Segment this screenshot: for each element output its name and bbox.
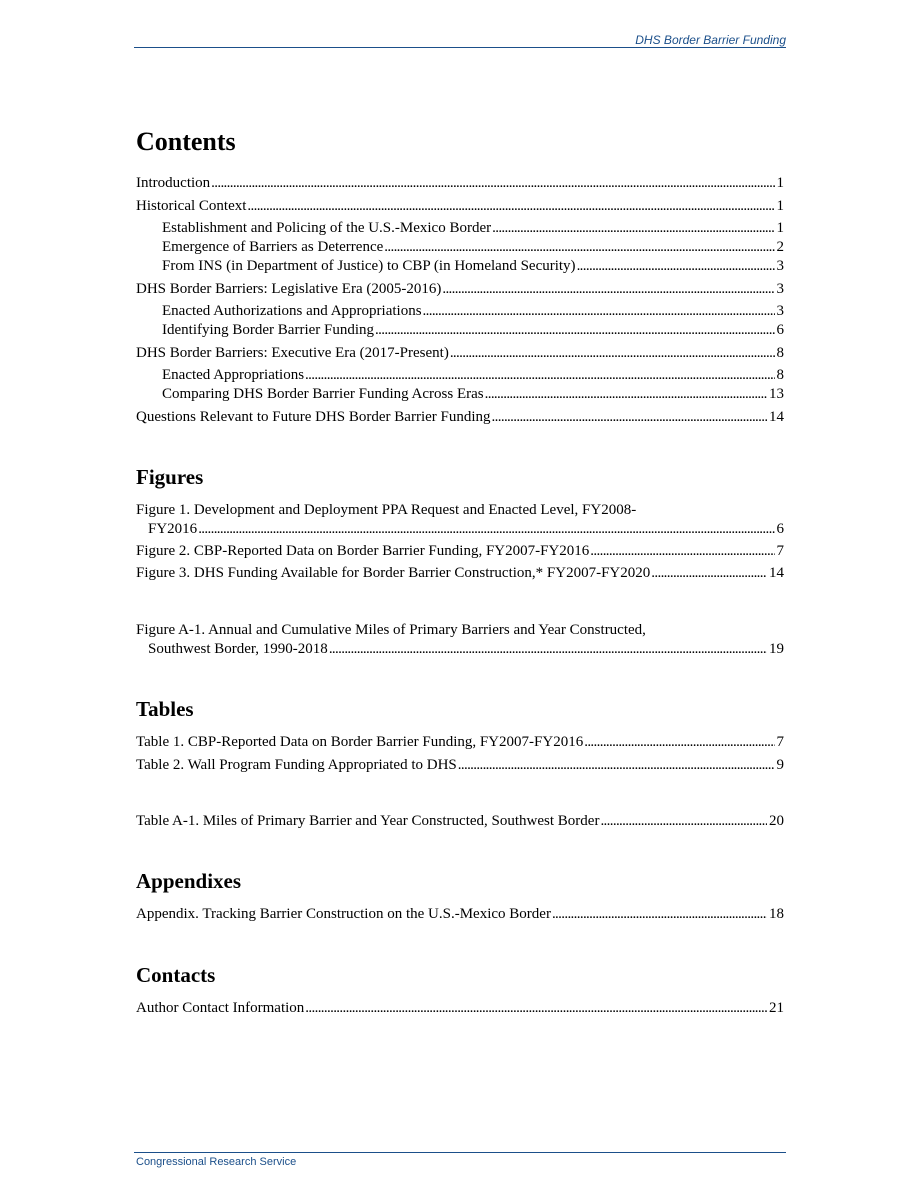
figure-a1-title-line[interactable]: Figure A-1. Annual and Cumulative Miles of Primary Barriers and Year Constructed,: [136, 622, 646, 638]
tables-heading: Tables: [136, 697, 194, 721]
toc-entry-enacted-authorizations[interactable]: [162, 302, 784, 321]
toc-entry-label: Historical Context: [136, 198, 247, 214]
toc-entry-page: 14: [769, 409, 784, 425]
toc-entry-label: DHS Border Barriers: Legislative Era (2005-2016): [136, 281, 442, 297]
toc-entry-figure-3[interactable]: [136, 564, 784, 583]
dot-leader: [584, 733, 774, 752]
toc-entry-label: Emergence of Barriers as Deterrence: [162, 239, 384, 255]
dot-leader: [305, 366, 774, 385]
toc-entry-label: Enacted Appropriations: [162, 367, 305, 383]
toc-entry-page: 7: [776, 734, 784, 750]
toc-entry-label: DHS Border Barriers: Executive Era (2017-Present): [136, 345, 449, 361]
toc-entry-table-1[interactable]: [136, 733, 784, 752]
toc-entry-label: Identifying Border Barrier Funding: [162, 322, 375, 338]
toc-entry-executive-era[interactable]: [136, 344, 784, 363]
toc-entry-page: 20: [769, 813, 784, 829]
dot-leader: [384, 238, 774, 257]
contacts-heading: Contacts: [136, 963, 216, 987]
toc-entry-label: Enacted Authorizations and Appropriations: [162, 303, 422, 319]
toc-entry-legislative-era[interactable]: [136, 280, 784, 299]
toc-entry-label: FY2016: [148, 521, 198, 537]
toc-entry-page: 3: [776, 303, 784, 319]
dot-leader: [442, 280, 774, 299]
toc-entry-establishment[interactable]: [162, 219, 784, 238]
dot-leader: [577, 257, 775, 276]
dot-leader: [375, 321, 774, 340]
toc-entry-label: Table 2. Wall Program Funding Appropriated to DHS: [136, 757, 457, 773]
toc-entry-page: 21: [769, 1000, 784, 1016]
toc-entry-identifying-funding[interactable]: [162, 321, 784, 340]
toc-entry-table-2[interactable]: [136, 756, 784, 775]
toc-entry-label: Comparing DHS Border Barrier Funding Across Eras: [162, 386, 484, 402]
toc-entry-label: From INS (in Department of Justice) to CBP (in Homeland Security): [162, 258, 576, 274]
toc-entry-label: Introduction: [136, 175, 211, 191]
toc-entry-questions[interactable]: [136, 408, 784, 427]
dot-leader: [492, 219, 774, 238]
toc-entry-label: Author Contact Information: [136, 1000, 305, 1016]
dot-leader: [211, 174, 774, 193]
toc-entry-page: 13: [769, 386, 784, 402]
toc-entry-label: Appendix. Tracking Barrier Construction on the U.S.-Mexico Border: [136, 906, 551, 922]
toc-entry-page: 19: [769, 641, 784, 657]
toc-entry-page: 3: [776, 281, 784, 297]
dot-leader: [423, 302, 775, 321]
toc-entry-figure-1[interactable]: [148, 520, 784, 539]
toc-entry-ins-to-cbp[interactable]: [162, 257, 784, 276]
toc-entry-page: 18: [769, 906, 784, 922]
toc-entry-page: 6: [776, 322, 784, 338]
contents-heading: Contents: [136, 127, 236, 156]
dot-leader: [600, 812, 767, 831]
appendixes-heading: Appendixes: [136, 869, 242, 893]
figures-heading: Figures: [136, 465, 204, 489]
dot-leader: [492, 408, 767, 427]
toc-entry-figure-a1[interactable]: [148, 640, 784, 659]
toc-entry-label: Table 1. CBP-Reported Data on Border Barrier Funding, FY2007-FY2016: [136, 734, 584, 750]
toc-entry-author-contact[interactable]: [136, 999, 784, 1018]
toc-entry-table-a1[interactable]: [136, 812, 784, 831]
toc-entry-page: 1: [776, 175, 784, 191]
toc-entry-page: 14: [769, 565, 784, 581]
toc-entry-label: Figure 2. CBP-Reported Data on Border Barrier Funding, FY2007-FY2016: [136, 543, 590, 559]
toc-entry-page: 1: [776, 198, 784, 214]
toc-entry-page: 8: [776, 345, 784, 361]
toc-entry-page: 1: [776, 220, 784, 236]
toc-entry-page: 3: [776, 258, 784, 274]
toc-entry-label: Southwest Border, 1990-2018: [148, 641, 328, 657]
toc-entry-page: 9: [776, 757, 784, 773]
dot-leader: [198, 520, 774, 539]
toc-entry-historical-context[interactable]: [136, 197, 784, 216]
toc-entry-label: Figure 3. DHS Funding Available for Border Barrier Construction,* FY2007-FY2020: [136, 565, 651, 581]
toc-entry-page: 2: [776, 239, 784, 255]
figure-1-title-line[interactable]: Figure 1. Development and Deployment PPA Request and Enacted Level, FY2008-: [136, 502, 637, 518]
toc-entry-page: 8: [776, 367, 784, 383]
dot-leader: [450, 344, 775, 363]
dot-leader: [247, 197, 774, 216]
toc-entry-comparing-funding[interactable]: [162, 385, 784, 404]
toc-entry-label: Questions Relevant to Future DHS Border Barrier Funding: [136, 409, 491, 425]
dot-leader: [590, 542, 774, 561]
dot-leader: [329, 640, 767, 659]
toc-entry-enacted-appropriations[interactable]: [162, 366, 784, 385]
footer-rule: [134, 1152, 786, 1153]
toc-entry-introduction[interactable]: [136, 174, 784, 193]
dot-leader: [651, 564, 767, 583]
dot-leader: [552, 905, 767, 924]
toc-entry-appendix[interactable]: [136, 905, 784, 924]
toc-entry-label: Table A-1. Miles of Primary Barrier and Year Constructed, Southwest Border: [136, 813, 600, 829]
header-rule: [134, 47, 786, 48]
dot-leader: [305, 999, 767, 1018]
footer-org: Congressional Research Service: [136, 1156, 297, 1168]
toc-entry-label: Establishment and Policing of the U.S.-Mexico Border: [162, 220, 492, 236]
running-header-title: DHS Border Barrier Funding: [635, 33, 786, 47]
toc-entry-page: 6: [776, 521, 784, 537]
toc-entry-emergence[interactable]: [162, 238, 784, 257]
dot-leader: [485, 385, 767, 404]
toc-entry-page: 7: [776, 543, 784, 559]
toc-entry-figure-2[interactable]: [136, 542, 784, 561]
dot-leader: [458, 756, 775, 775]
